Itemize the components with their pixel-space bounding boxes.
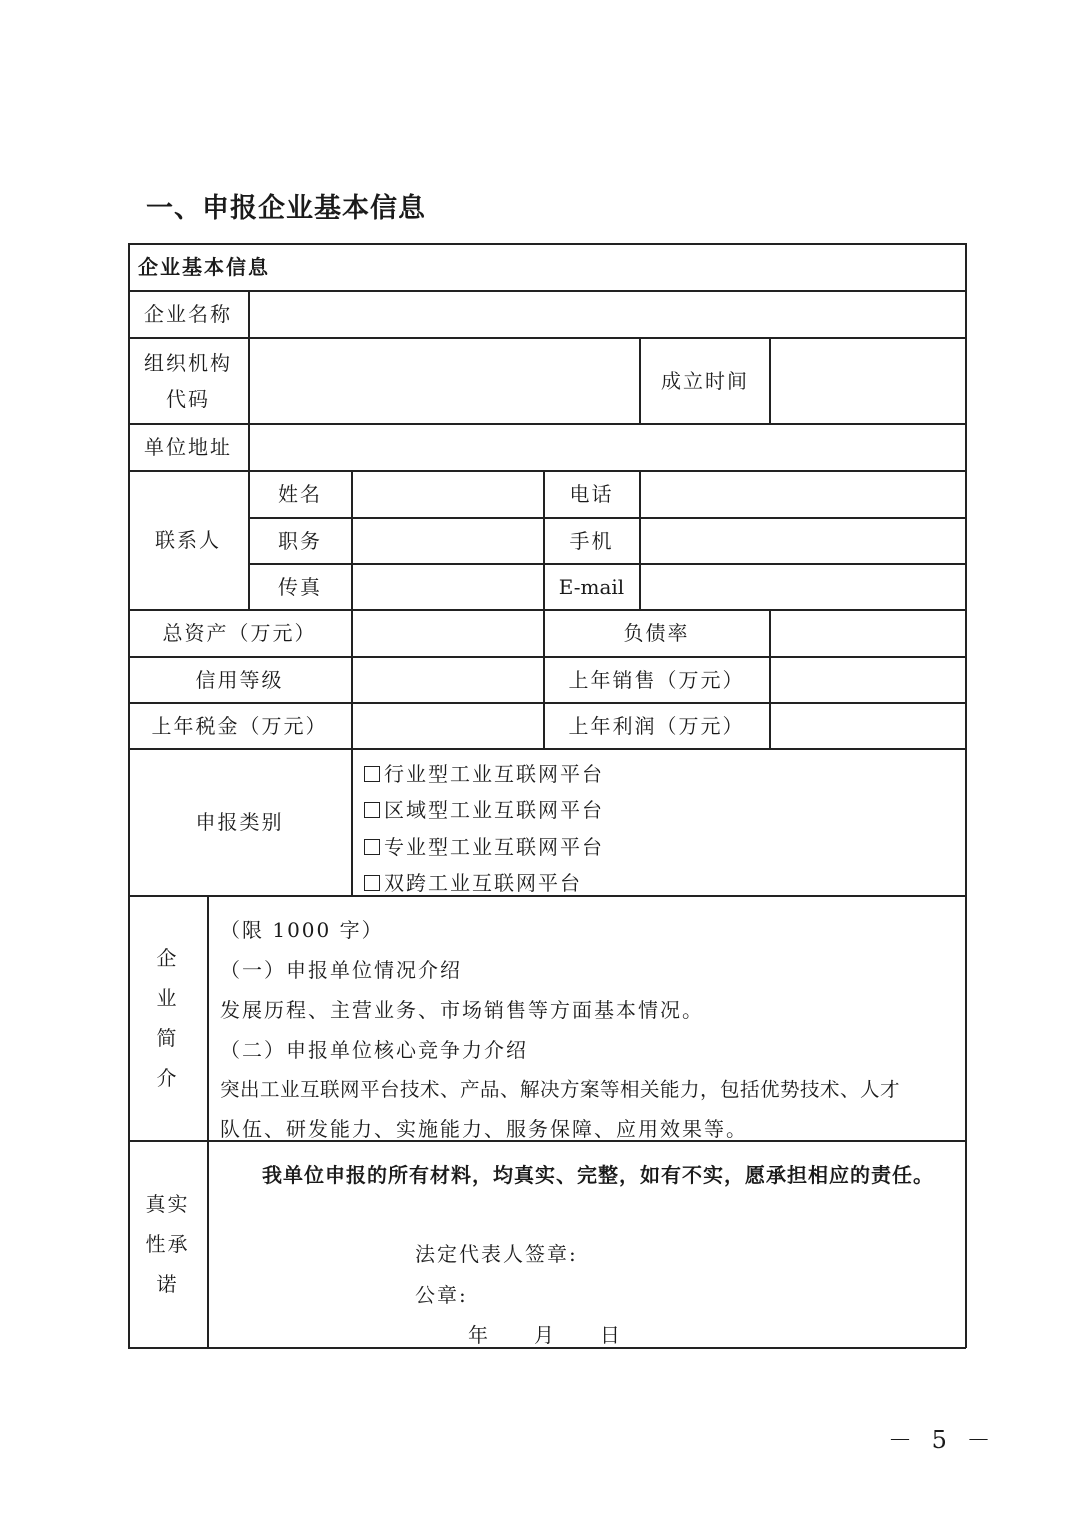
profile-line: （二）申报单位核心竞争力介绍 [220,1038,528,1062]
checkbox-icon[interactable] [364,839,380,855]
last-year-sales-field[interactable] [771,657,964,702]
fax-field[interactable] [353,564,543,609]
debt-ratio-label: 负债率 [623,621,690,645]
position-label: 职务 [278,528,322,553]
last-year-tax-field[interactable] [353,703,543,748]
category-option[interactable] [364,758,604,787]
name-label: 姓名 [278,482,322,506]
company-name-field[interactable] [250,291,964,337]
credit-rating-label: 信用等级 [195,667,284,692]
phone-label: 电话 [569,482,614,506]
fax-label: 传真 [278,574,322,599]
official-seal: 公章: [415,1283,468,1307]
org-code-label-line1: 组织机构 [144,350,232,375]
position-field[interactable] [353,518,543,563]
address-field[interactable] [250,424,964,470]
mobile-field[interactable] [641,518,964,563]
profile-label [128,896,207,1140]
profile-label-char: 简 [156,1026,179,1050]
profile-line: （一）申报单位情况介绍 [220,958,462,982]
signature-date: 年 月 日 [468,1323,622,1347]
category-option[interactable] [364,794,604,823]
section-title: 一、申报企业基本信息 [146,193,426,224]
mobile-label: 手机 [569,528,614,553]
name-field[interactable] [353,471,543,517]
category-option-label: 双跨工业互联网平台 [384,871,582,895]
last-year-profit-field[interactable] [771,703,964,748]
email-label: E-mail [558,574,625,599]
col-divider [207,895,209,1348]
founded-label: 成立时间 [661,368,749,393]
category-option-label: 行业型工业互联网平台 [384,762,604,786]
last-year-profit-label: 上年利润（万元） [568,713,745,738]
company-name-label: 企业名称 [144,302,232,326]
profile-line: 发展历程、主营业务、市场销售等方面基本情况。 [220,998,704,1022]
contact-label: 联系人 [155,528,221,552]
total-assets-label: 总资产（万元） [162,621,317,645]
checkbox-icon[interactable] [364,802,380,818]
legal-rep-signature: 法定代表人签章: [415,1242,578,1266]
email-field[interactable] [641,564,964,609]
last-year-tax-label: 上年税金（万元） [151,713,328,738]
application-form [128,243,966,1348]
commitment-label-line: 性承 [145,1232,190,1256]
category-option-label: 区域型工业互联网平台 [384,798,604,822]
org-code-label [128,338,248,423]
form-border-right [965,243,967,1348]
category-option-label: 专业型工业互联网平台 [384,835,604,859]
address-label: 单位地址 [144,435,232,459]
page-number: － 5 － [888,1426,997,1454]
commitment-label-line: 诺 [156,1272,179,1296]
phone-field[interactable] [641,471,964,517]
last-year-sales-label: 上年销售（万元） [568,667,745,692]
category-label: 申报类别 [195,810,284,834]
commitment-label [128,1141,207,1347]
profile-label-char: 业 [156,986,179,1010]
col-divider [351,748,353,896]
checkbox-icon[interactable] [364,766,380,782]
commitment-label-line: 真实 [145,1192,190,1216]
checkbox-icon[interactable] [364,875,380,891]
profile-line: （限 1000 字） [220,918,384,942]
profile-label-char: 企 [156,946,179,970]
category-option[interactable] [364,831,604,860]
profile-line: 队伍、研发能力、实施能力、服务保障、应用效果等。 [220,1117,748,1141]
commitment-statement: 我单位申报的所有材料，均真实、完整，如有不实，愿承担相应的责任。 [262,1163,934,1187]
total-assets-field[interactable] [353,610,543,656]
category-option[interactable] [364,867,582,896]
form-header: 企业基本信息 [138,255,270,279]
debt-ratio-field[interactable] [771,610,964,656]
profile-line: 突出工业互联网平台技术、产品、解决方案等相关能力，包括优势技术、人才 [220,1078,901,1101]
founded-field[interactable] [771,338,964,423]
org-code-field[interactable] [250,338,638,423]
profile-label-char: 介 [156,1066,179,1090]
org-code-label-line2: 代码 [166,386,210,411]
credit-rating-field[interactable] [353,657,543,702]
